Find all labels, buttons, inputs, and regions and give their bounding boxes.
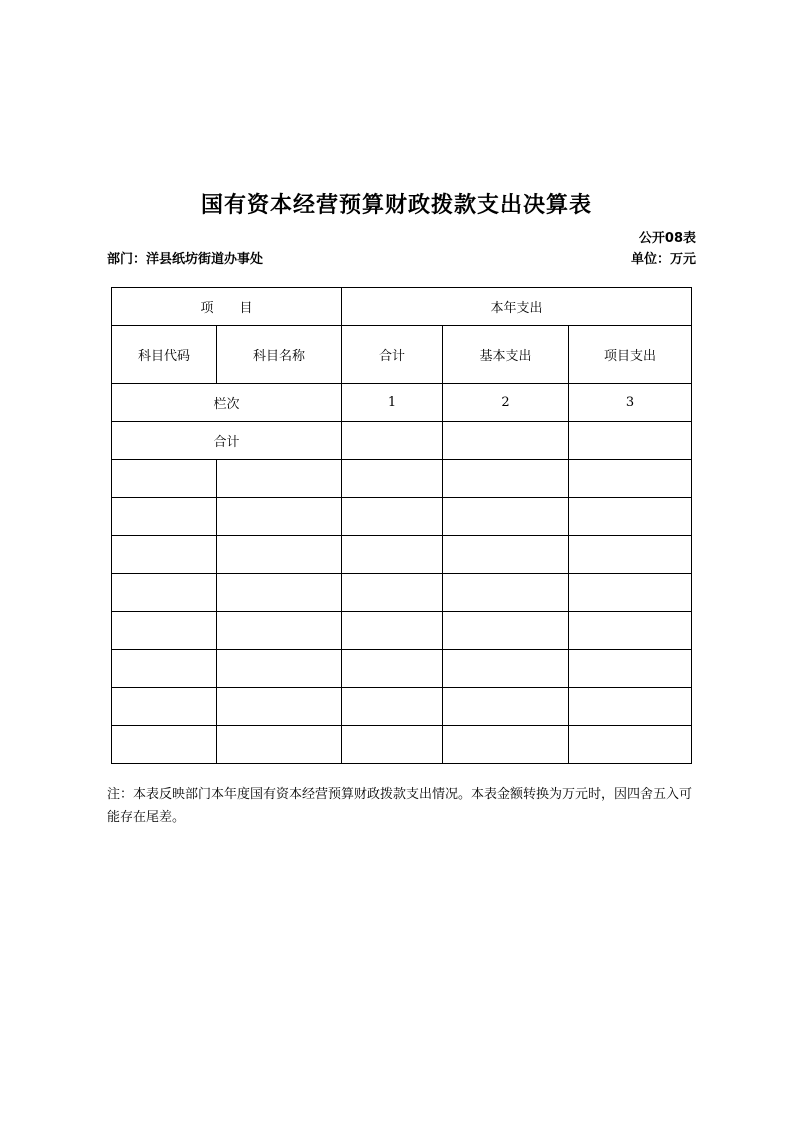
header-project-expenditure: 项目支出 [569, 326, 692, 384]
cell [112, 650, 217, 688]
cell [342, 536, 443, 574]
index-row [112, 384, 692, 422]
cell [112, 726, 217, 764]
table-row [112, 574, 692, 612]
table-row [112, 688, 692, 726]
cell [112, 498, 217, 536]
header-row-columns [112, 326, 692, 384]
cell [342, 460, 443, 498]
unit-label: 单位：万元 [630, 252, 696, 267]
cell [112, 612, 217, 650]
cell [112, 688, 217, 726]
cell [443, 536, 569, 574]
total-label: 合计 [112, 422, 342, 460]
cell [443, 612, 569, 650]
cell [443, 498, 569, 536]
index-1: 1 [342, 384, 443, 422]
header-row-group [112, 288, 692, 326]
cell [342, 650, 443, 688]
cell [569, 612, 692, 650]
header-item: 项 目 [112, 288, 342, 326]
page-title: 国有资本经营预算财政拨款支出决算表 [200, 193, 592, 218]
cell [569, 726, 692, 764]
form-number: 公开08表 [638, 231, 696, 246]
table-row [112, 460, 692, 498]
cell [342, 688, 443, 726]
cell [569, 688, 692, 726]
department-label: 部门：洋县纸坊街道办事处 [107, 252, 264, 267]
cell [342, 612, 443, 650]
cell [217, 498, 342, 536]
header-subject-code: 科目代码 [112, 326, 217, 384]
cell [569, 650, 692, 688]
cell [112, 460, 217, 498]
cell [443, 650, 569, 688]
cell [443, 460, 569, 498]
total-basic-cell [443, 422, 569, 460]
cell [342, 498, 443, 536]
cell [217, 536, 342, 574]
index-label: 栏次 [112, 384, 342, 422]
total-project-cell [569, 422, 692, 460]
table-row [112, 612, 692, 650]
expenditure-table [111, 287, 692, 764]
cell [112, 574, 217, 612]
total-row [112, 422, 692, 460]
cell [217, 612, 342, 650]
total-cell [342, 422, 443, 460]
header-basic-expenditure: 基本支出 [443, 326, 569, 384]
header-subject-name: 科目名称 [217, 326, 342, 384]
cell [217, 650, 342, 688]
table-row [112, 536, 692, 574]
header-current-year-expenditure: 本年支出 [342, 288, 692, 326]
cell [342, 726, 443, 764]
table-row [112, 650, 692, 688]
cell [569, 574, 692, 612]
cell [342, 574, 443, 612]
cell [569, 498, 692, 536]
cell [443, 688, 569, 726]
cell [569, 536, 692, 574]
cell [443, 726, 569, 764]
cell [569, 460, 692, 498]
header-total: 合计 [342, 326, 443, 384]
cell [217, 460, 342, 498]
cell [112, 536, 217, 574]
table-row [112, 498, 692, 536]
cell [443, 574, 569, 612]
table-row [112, 726, 692, 764]
cell [217, 688, 342, 726]
index-3: 3 [569, 384, 692, 422]
cell [217, 726, 342, 764]
footnote: 注：本表反映部门本年度国有资本经营预算财政拨款支出情况。本表金额转换为万元时，因四舍五入可能存在尾差。 [107, 787, 693, 825]
cell [217, 574, 342, 612]
index-2: 2 [443, 384, 569, 422]
